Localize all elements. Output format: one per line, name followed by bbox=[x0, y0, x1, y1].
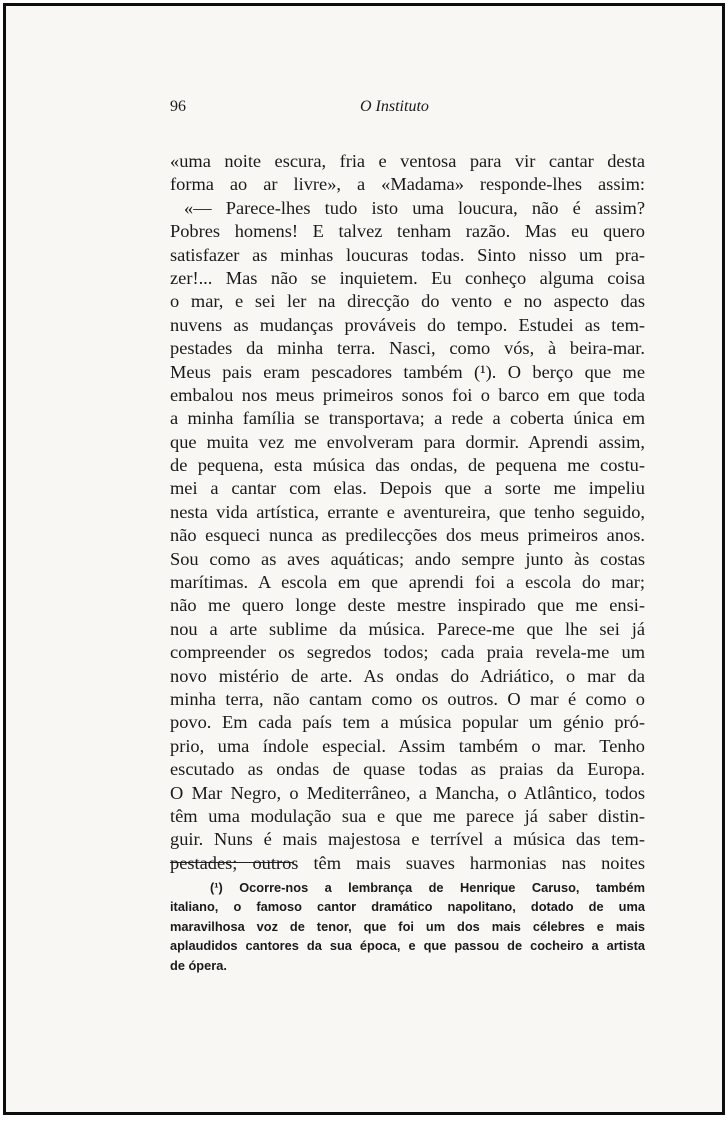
text-line: «uma noite escura, fria e ventosa para vir cantar desta bbox=[170, 151, 645, 171]
text-line: de pequena, esta música das ondas, de pequena me costu- bbox=[170, 455, 645, 476]
footnote-line: (¹) Ocorre-nos a lembrança de Henrique Caruso, também bbox=[210, 880, 645, 895]
footnote bbox=[170, 878, 645, 975]
text-line: satisfazer as minhas loucuras todas. Sinto nisso um pra- bbox=[170, 244, 645, 265]
text-line: não esqueci nunca as predilecções dos meus primeiros anos. bbox=[170, 525, 645, 546]
text-line: compreender os segredos todos; cada praia revela-me um bbox=[170, 642, 645, 663]
footnote-line: de ópera. bbox=[170, 957, 227, 973]
text-line: Meus pais eram pescadores também (¹). O berço que me bbox=[170, 361, 645, 382]
footnote-line: aplaudidos cantores da sua época, e que passou de cocheiro a artista bbox=[170, 938, 645, 954]
text-line: mei a cantar com elas. Depois que a sorte me impeliu bbox=[170, 478, 645, 499]
page-header bbox=[170, 98, 570, 122]
text-line: que muita vez me envolveram para dormir. Aprendi assim, bbox=[170, 431, 645, 452]
text-line: «— Parece-lhes tudo isto uma loucura, não é assim? bbox=[184, 197, 645, 218]
text-line: escutado as ondas de quase todas as praias da Europa. bbox=[170, 759, 645, 780]
text-line: nesta vida artística, errante e aventureira, que tenho seguido, bbox=[170, 501, 645, 522]
text-line: O Mar Negro, o Mediterrâneo, a Mancha, o Atlântico, todos bbox=[170, 782, 645, 803]
body-text bbox=[170, 150, 645, 875]
text-line: têm uma modulação sua e que me parece já saber distin- bbox=[170, 805, 645, 826]
footnote-line: maravilhosa voz de tenor, que foi um dos mais célebres e mais bbox=[170, 918, 645, 934]
text-line: Sou como as aves aquáticas; ando sempre junto às costas bbox=[170, 548, 645, 569]
text-line: não me quero longe deste mestre inspirado que me ensi- bbox=[170, 595, 645, 616]
footnote-line: italiano, o famoso cantor dramático napolitano, dotado de uma bbox=[170, 899, 645, 915]
text-line: nou a arte sublime da música. Parece-me que lhe sei já bbox=[170, 618, 645, 639]
text-line: nuvens as mudanças prováveis do tempo. Estudei as tem- bbox=[170, 314, 645, 335]
text-line: zer!... Mas não se inquietem. Eu conheço alguma coisa bbox=[170, 267, 645, 288]
page-number: 96 bbox=[170, 98, 186, 115]
book-page bbox=[3, 3, 725, 1115]
text-line: minha terra, não cantam como os outros. O mar é como o bbox=[170, 688, 645, 709]
running-title: O Instituto bbox=[360, 98, 429, 115]
text-line: marítimas. A escola em que aprendi foi a escola do mar; bbox=[170, 572, 645, 593]
text-line: o mar, e sei ler na direcção do vento e no aspecto das bbox=[170, 291, 645, 312]
text-line: a minha família se transportava; a rede a coberta única em bbox=[170, 408, 645, 429]
footnote-divider bbox=[170, 862, 294, 863]
text-line: Pobres homens! E talvez tenham razão. Mas eu quero bbox=[170, 221, 645, 242]
text-line: pestades da minha terra. Nasci, como vós, à beira-mar. bbox=[170, 338, 645, 359]
text-line: povo. Em cada país tem a música popular um génio pró- bbox=[170, 712, 645, 733]
text-line: prio, uma índole especial. Assim também o mar. Tenho bbox=[170, 735, 645, 756]
text-line: novo mistério de arte. As ondas do Adriático, o mar da bbox=[170, 665, 645, 686]
text-line: embalou nos meus primeiros sonos foi o barco em que toda bbox=[170, 384, 645, 405]
text-line: pestades; outros têm mais suaves harmonias nas noites bbox=[170, 852, 645, 873]
text-line: forma ao ar livre», a «Madama» responde-lhes assim: bbox=[170, 174, 645, 195]
text-line: guir. Nuns é mais majestosa e terrível a música das tem- bbox=[170, 829, 645, 850]
